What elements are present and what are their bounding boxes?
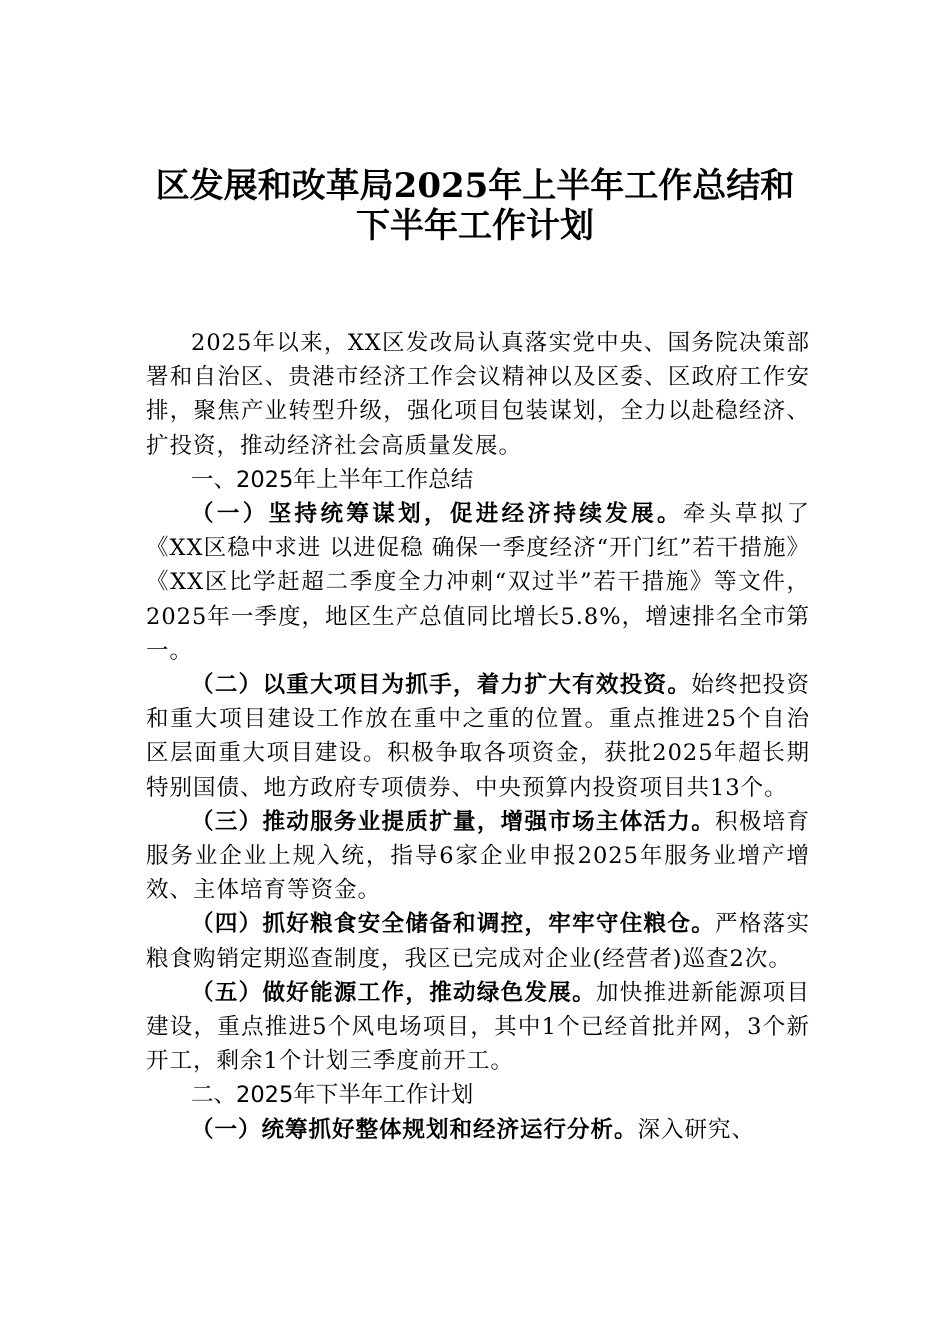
- section-heading-1: 一、2025年上半年工作总结: [191, 466, 474, 493]
- paragraph-text: 加快推进新能源项目建设，重点推进5个风电场项目，其中1个已经首批并网，3个新开工，剩余1个计划三季度前开工。: [146, 979, 810, 1075]
- paragraph-1-4: [146, 907, 810, 975]
- document-body: [146, 326, 810, 1147]
- document-title-line-2: 下半年工作计划: [356, 206, 594, 246]
- paragraph-lead: （五）做好能源工作，推动绿色发展。: [191, 979, 596, 1006]
- intro-paragraph: 2025年以来，XX区发改局认真落实党中央、国务院决策部署和自治区、贵港市经济工作会议精神以及区委、区政府工作安排，聚焦产业转型升级，强化项目包装谋划，全力以赴稳经济、扩投资，推动经济社会高质量发展。: [146, 330, 810, 459]
- paragraph-1-1: [146, 497, 810, 668]
- paragraph-text: 积极培育服务业企业上规入统，指导6家企业申报2025年服务业增产增效、主体培育等资金。: [146, 808, 810, 904]
- document-title-line-1: 区发展和改革局2025年上半年工作总结和: [155, 166, 795, 206]
- paragraph-text: 深入研究、: [637, 1116, 756, 1143]
- paragraph-1-5: [146, 976, 810, 1079]
- paragraph-text: 始终把投资和重大项目建设工作放在重中之重的位置。重点推进25个自治区层面重大项目建设。积极争取各项资金，获批2025年超长期特别国债、地方政府专项债券、中央预算内投资项目共13个。: [146, 672, 810, 801]
- section-heading-2: 二、2025年下半年工作计划: [191, 1082, 474, 1109]
- paragraph-1-3: [146, 805, 810, 908]
- paragraph-2-1: [146, 1113, 810, 1147]
- paragraph-text: 牵头草拟了《XX区稳中求进 以进促稳 确保一季度经济“开门红”若干措施》《XX区比学赶超二季度全力冲刺“双过半”若干措施》等文件，2025年一季度，地区生产总值同比增长5.8%，增速排名全市第一。: [146, 501, 810, 664]
- paragraph-lead: （二）以重大项目为抓手，着力扩大有效投资。: [191, 672, 692, 699]
- paragraph-lead: （一）坚持统筹谋划，促进经济持续发展。: [191, 501, 683, 528]
- paragraph-1-2: [146, 668, 810, 805]
- paragraph-lead: （四）抓好粮食安全储备和调控，牢牢守住粮仓。: [191, 911, 716, 938]
- paragraph-lead: （三）推动服务业提质扩量，增强市场主体活力。: [191, 808, 716, 835]
- paragraph-text: 严格落实粮食购销定期巡查制度，我区已完成对企业(经营者)巡查2次。: [146, 911, 810, 972]
- paragraph-lead: （一）统筹抓好整体规划和经济运行分析。: [191, 1116, 638, 1143]
